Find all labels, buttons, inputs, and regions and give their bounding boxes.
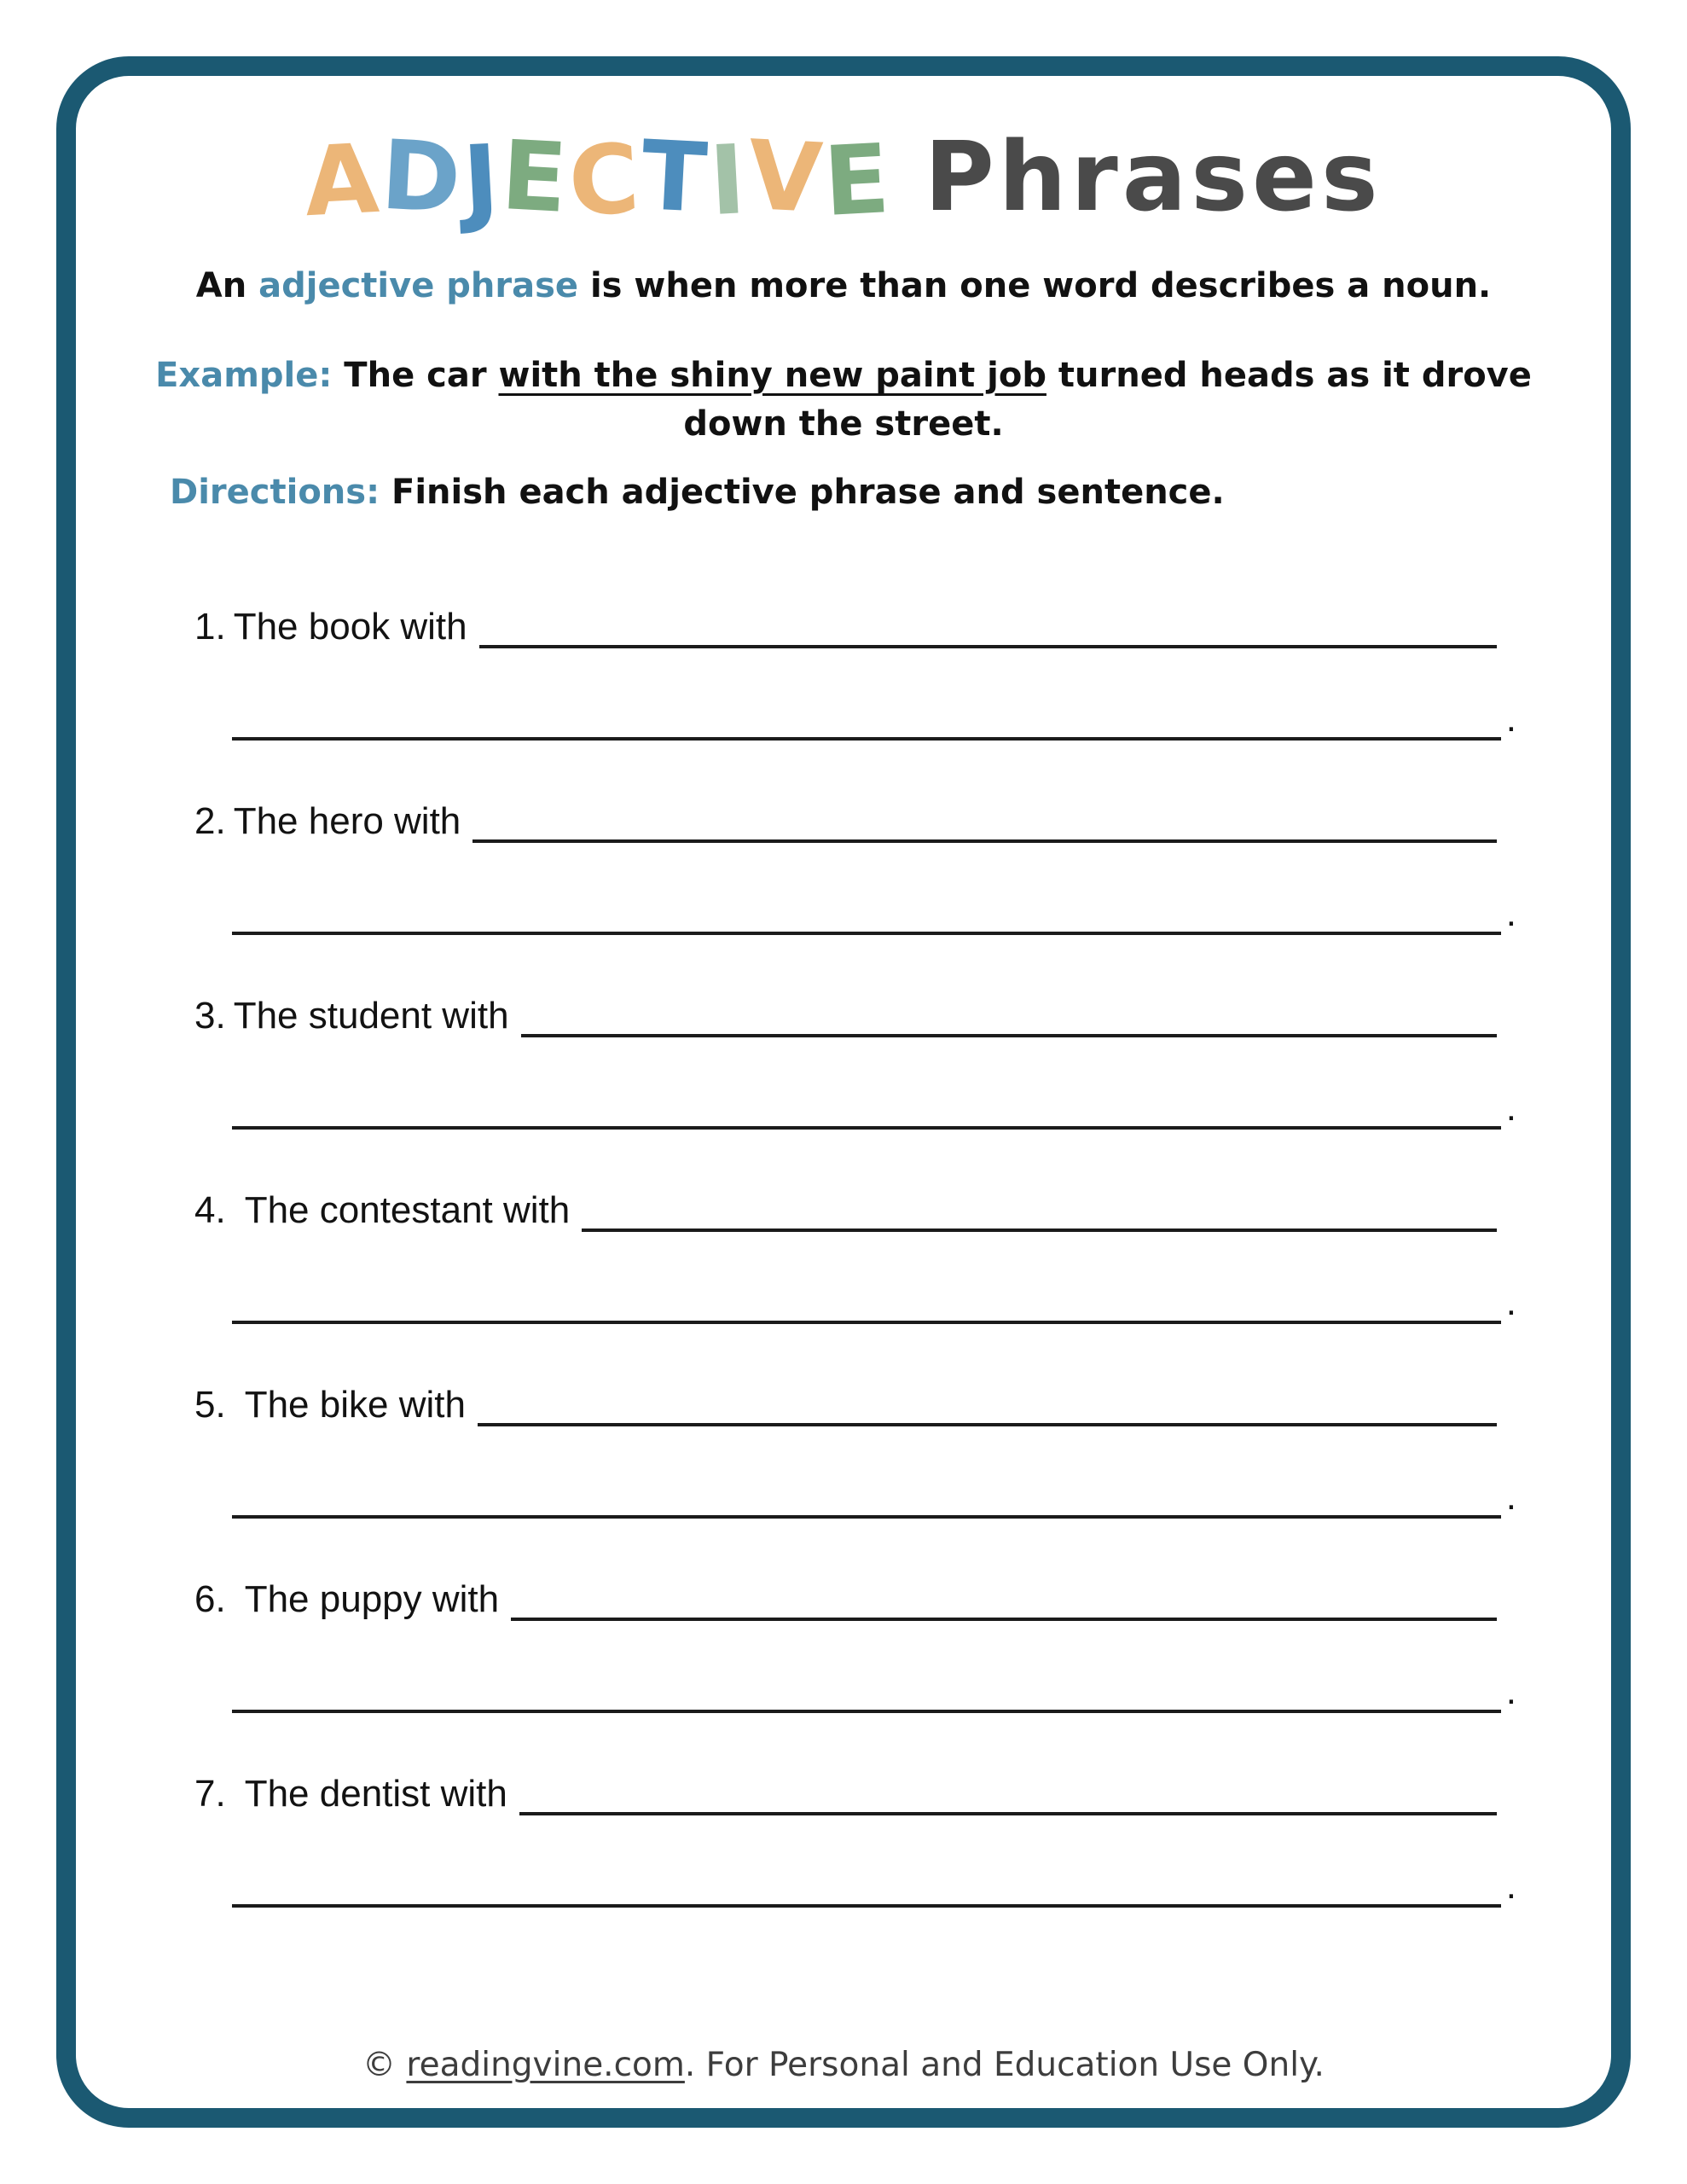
fill-in-blank-line (232, 1073, 1501, 1130)
fill-in-blank-line (479, 592, 1497, 648)
item-number: 5. (194, 1384, 226, 1426)
title-letter: E (820, 124, 896, 238)
item-text: The book with (233, 606, 467, 648)
title-word-adjective (302, 119, 896, 239)
worksheet-items (0, 595, 1687, 1957)
item-first-line (0, 790, 1687, 843)
directions-text: Finish each adjective phrase and sentence. (380, 473, 1225, 512)
readingvine-link[interactable]: readingvine.com (406, 2046, 685, 2084)
item-text: The bike with (244, 1384, 466, 1426)
example-block (0, 351, 1687, 449)
fill-in-blank-line (472, 787, 1497, 843)
directions-block (0, 469, 1687, 515)
item-first-line (0, 1374, 1687, 1426)
title-letter: E (498, 120, 572, 235)
item-number: 1. (194, 606, 226, 648)
example-after: turned heads as it drove (1046, 356, 1532, 395)
title-word-phrases: Phrases (924, 122, 1383, 233)
fill-in-blank-line (582, 1176, 1497, 1232)
example-before: The car (332, 356, 499, 395)
item-first-line (0, 1179, 1687, 1232)
example-line2: down the street. (683, 404, 1004, 444)
worksheet-item (0, 595, 1687, 790)
title-letter: A (302, 123, 385, 239)
title-letter: J (460, 124, 505, 238)
fill-in-blank-line (232, 1851, 1501, 1908)
item-second-line (0, 1271, 1687, 1324)
item-first-line (0, 985, 1687, 1037)
line-end-period: . (1505, 892, 1516, 934)
item-number: 2. (194, 800, 226, 842)
worksheet-item (0, 1568, 1687, 1763)
definition-highlight: adjective phrase (258, 266, 579, 305)
fill-in-blank-line (232, 684, 1501, 741)
footer-suffix: . For Personal and Education Use Only. (684, 2046, 1325, 2084)
item-number: 7. (194, 1773, 226, 1815)
line-end-period: . (1505, 1670, 1516, 1712)
item-text: The puppy with (244, 1578, 500, 1620)
item-second-line (0, 1855, 1687, 1908)
item-text: The student with (233, 995, 509, 1037)
item-first-line (0, 1763, 1687, 1815)
item-number: 4. (194, 1189, 226, 1231)
line-end-period: . (1505, 1281, 1516, 1323)
fill-in-blank-line (511, 1565, 1497, 1621)
fill-in-blank-line (232, 1462, 1501, 1519)
example-line1 (0, 351, 1687, 400)
fill-in-blank-line (478, 1370, 1497, 1426)
definition-text (0, 263, 1687, 309)
worksheet-item (0, 1763, 1687, 1957)
item-number: 6. (194, 1578, 226, 1620)
definition-prefix: An (195, 266, 259, 305)
fill-in-blank-line (232, 879, 1501, 935)
worksheet-item (0, 985, 1687, 1179)
item-second-line (0, 882, 1687, 935)
line-end-period: . (1505, 698, 1516, 740)
item-first-line (0, 1568, 1687, 1621)
fill-in-blank-line (519, 1759, 1497, 1815)
copyright-symbol: © (362, 2046, 407, 2084)
title-letter: I (706, 124, 751, 238)
line-end-period: . (1505, 1087, 1516, 1129)
item-text: The hero with (233, 800, 461, 842)
item-first-line (0, 595, 1687, 648)
worksheet-item (0, 790, 1687, 985)
page-title (0, 119, 1687, 239)
item-number: 3. (194, 995, 226, 1037)
directions-label: Directions: (170, 473, 380, 512)
worksheet-item (0, 1374, 1687, 1568)
worksheet-item (0, 1179, 1687, 1374)
line-end-period: . (1505, 1865, 1516, 1907)
item-second-line (0, 688, 1687, 741)
title-letter: C (565, 123, 645, 239)
item-second-line (0, 1466, 1687, 1519)
item-text: The contestant with (244, 1189, 571, 1231)
footer (0, 2046, 1687, 2084)
fill-in-blank-line (232, 1268, 1501, 1324)
example-adjective-phrase: with the shiny new paint job (498, 356, 1046, 395)
item-text: The dentist with (244, 1773, 507, 1815)
title-letter: T (639, 120, 713, 235)
line-end-period: . (1505, 1476, 1516, 1518)
item-second-line (0, 1077, 1687, 1130)
title-letter: D (378, 119, 467, 235)
fill-in-blank-line (232, 1657, 1501, 1713)
title-letter: V (745, 119, 827, 235)
item-second-line (0, 1660, 1687, 1713)
definition-suffix: is when more than one word describes a noun. (578, 266, 1492, 305)
fill-in-blank-line (521, 981, 1497, 1037)
example-label: Example: (155, 356, 333, 395)
